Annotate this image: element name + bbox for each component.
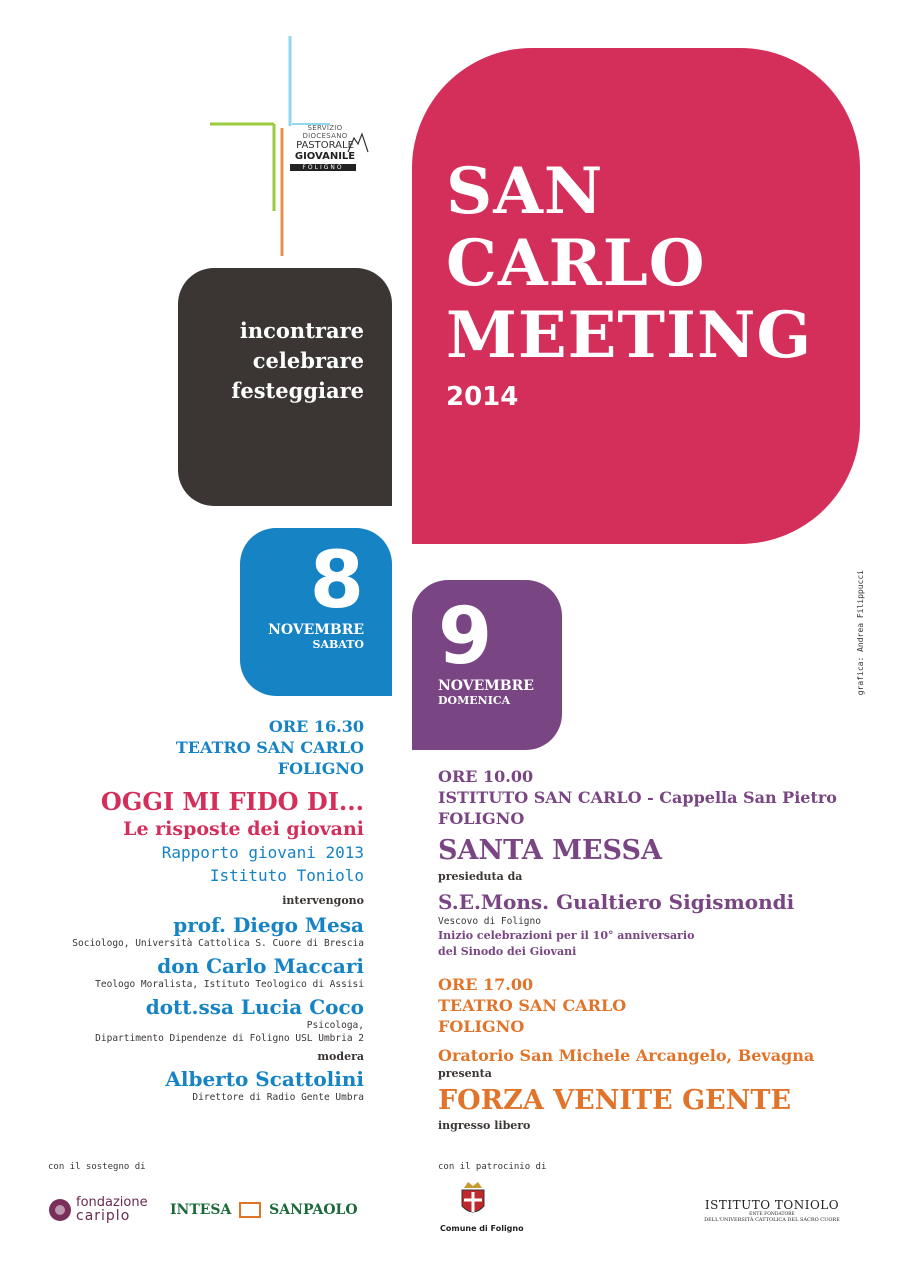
day8-program [20,716,364,1104]
day9-oratorio: Oratorio San Michele Arcangelo, Bevagna [438,1046,815,1065]
day8-month: NOVEMBRE [268,622,364,638]
tagline-2: celebrare [252,348,364,373]
day9-venue1: ISTITUTO SAN CARLO - Cappella San Pietro [438,788,837,807]
speaker2-role: Teologo Moralista, Istituto Teologico di Assisi [95,979,364,990]
tagline-1: incontrare [239,318,364,343]
speaker3-name: dott.ssa Lucia Coco [145,995,364,1019]
day9-program [438,766,878,1134]
title-block [446,156,812,412]
day9-event1: SANTA MESSA [438,835,662,866]
comune-coat-of-arms-icon [458,1180,488,1220]
logo-line2: PASTORALE [296,140,354,151]
speaker3-role: Psicologa, [306,1020,364,1031]
day8-report1: Rapporto giovani 2013 [161,843,364,862]
tagline [180,316,364,406]
speaker1-name: prof. Diego Mesa [173,913,364,937]
day8-weekday: SABATO [312,638,364,651]
day9-anniv2: del Sinodo dei Giovani [438,945,577,958]
toniolo-logo [700,1198,844,1223]
day8-number: 8 [309,536,364,626]
support-label: con il sostegno di [48,1162,146,1172]
speaker3-role2: Dipartimento Dipendenze di Foligno USL Umbria 2 [95,1033,364,1044]
day9-free-entry: ingresso libero [438,1119,531,1132]
day9-venue2: TEATRO SAN CARLO [438,996,627,1015]
toniolo-sub2: DELL'UNIVERSITÀ CATTOLICA DEL SACRO CUORE [704,1217,840,1223]
moderator-name: Alberto Scattolini [165,1067,364,1091]
moderator-label: modera [317,1050,364,1063]
intesa-sanpaolo-logo [170,1202,358,1218]
day8-time: ORE 16.30 [268,717,364,736]
comune-label: Comune di Foligno [440,1224,524,1233]
day9-city1: FOLIGNO [438,809,525,828]
speaker2-name: don Carlo Maccari [157,954,364,978]
toniolo-sub1: ENTE FONDATORE [749,1212,795,1217]
title-line3: MEETING [446,298,813,373]
sanpaolo-text: SANPAOLO [269,1202,358,1218]
day9-bishop-role: Vescovo di Foligno [438,916,541,927]
title-year: 2014 [446,382,519,412]
day9-presided: presieduta da [438,870,523,883]
day9-number: 9 [438,592,493,682]
cariplo-text2: cariplo [76,1208,131,1224]
day9-month: NOVEMBRE [438,678,534,694]
speaker1-role: Sociologo, Università Cattolica S. Cuore di Brescia [72,938,364,949]
title-line2: CARLO [446,226,706,301]
cariplo-logo [76,1196,148,1224]
day8-event-subtitle: Le risposte dei giovani [123,818,364,840]
logo-line3: GIOVANILE [294,151,356,162]
day9-weekday: DOMENICA [438,694,511,707]
day9-city2: FOLIGNO [438,1017,525,1036]
cariplo-logo-icon [48,1198,72,1222]
logo-line4: FOLIGNO [290,164,356,171]
day9-event2: FORZA VENITE GENTE [438,1085,792,1116]
day9-time1: ORE 10.00 [438,767,534,786]
day8-event-title: OGGI MI FIDO DI... [100,787,364,816]
day8-date [240,536,364,652]
logo-line1: SERVIZIO DIOCESANO [302,124,348,140]
day9-date [438,592,558,708]
day9-anniv1: Inizio celebrazioni per il 10° anniversario [438,929,695,942]
day8-city: FOLIGNO [277,759,364,778]
cariplo-text1: fondazione [76,1195,148,1210]
tagline-3: festeggiare [231,378,364,403]
day8-venue: TEATRO SAN CARLO [175,738,364,757]
patronage-label: con il patrocinio di [438,1162,547,1172]
day9-bishop: S.E.Mons. Gualtiero Sigismondi [438,890,795,914]
day8-report2: Istituto Toniolo [209,866,364,885]
day9-time2: ORE 17.00 [438,975,534,994]
day9-presents: presenta [438,1067,492,1080]
title-line1: SAN [446,154,604,229]
graphic-credit: grafica: Andrea Filippucci [856,570,865,696]
day8-speakers-label: intervengono [282,894,364,907]
mountain-icon [346,132,370,154]
toniolo-name: ISTITUTO TONIOLO [704,1198,840,1212]
intesa-text: INTESA [170,1202,232,1218]
moderator-role: Direttore di Radio Gente Umbra [192,1092,364,1103]
intesa-icon [239,1202,261,1218]
